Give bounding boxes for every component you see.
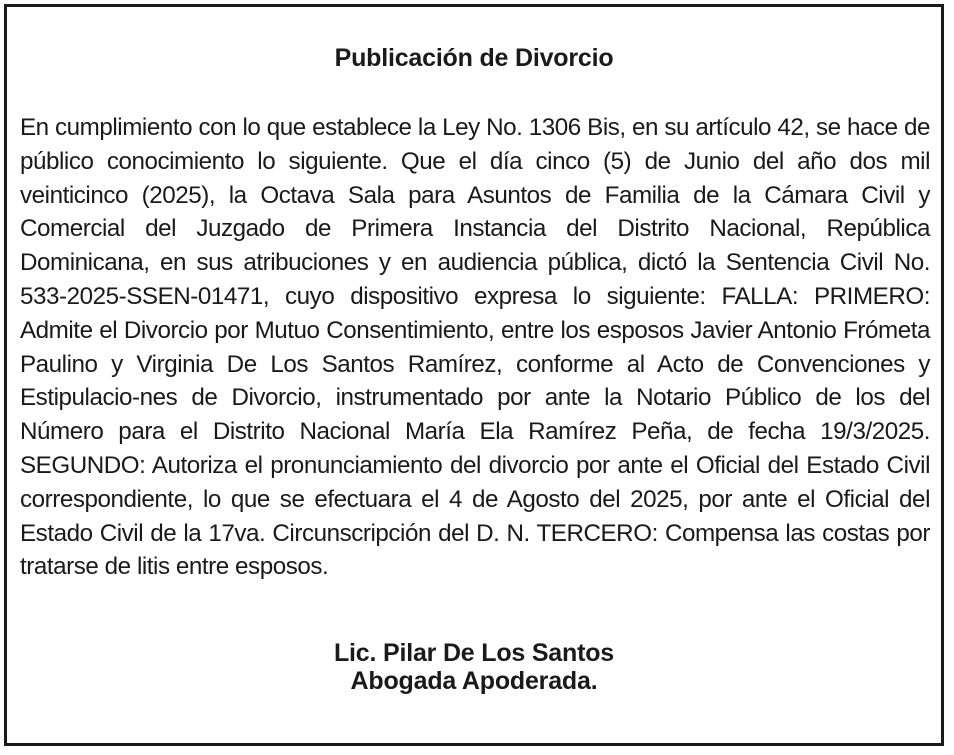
signature-name: Lic. Pilar De Los Santos bbox=[333, 639, 614, 667]
notice-title: Publicación de Divorcio bbox=[334, 44, 614, 72]
signature-title: Abogada Apoderada. bbox=[350, 667, 598, 695]
notice-body: En cumplimiento con lo que establece la Ley No. 1306 Bis, en su artículo 42, se hace de público conocimiento lo siguiente. Que el día cinco (5) de Junio del año dos mil veinticinco (2025), la Octava Sala para Asuntos de Familia de la Cámara Civil y Comercial del Juzgado de Primera Instancia del Distrito Nacional, República Dominicana, en sus atribuciones y en audiencia pública, dictó la Sentencia Civil No. 533-2025-SSEN-01471, cuyo dispositivo expresa lo siguiente: FALLA: PRIMERO: Admite el Divorcio por Mutuo Consentimiento, entre los esposos Javier Antonio Frómeta Paulino y Virginia De Los Santos Ramírez, conforme al Acto de Convenciones y Estipulacio-nes de Divorcio, instrumentado por ante la Notario Público de los del Número para el Distrito Nacional María Ela Ramírez Peña, de fecha 19/3/2025. SEGUNDO: Autoriza el pronunciamiento del divorcio por ante el Oficial del Estado Civil correspondiente, lo que se efectuara el 4 de Agosto del 2025, por ante el Oficial del Estado Civil de la 17va. Circunscripción del D. N. TERCERO: Compensa las costas por tratarse de litis entre esposos. bbox=[20, 114, 930, 581]
signature-block bbox=[7, 639, 941, 695]
divorce-notice bbox=[4, 4, 944, 746]
